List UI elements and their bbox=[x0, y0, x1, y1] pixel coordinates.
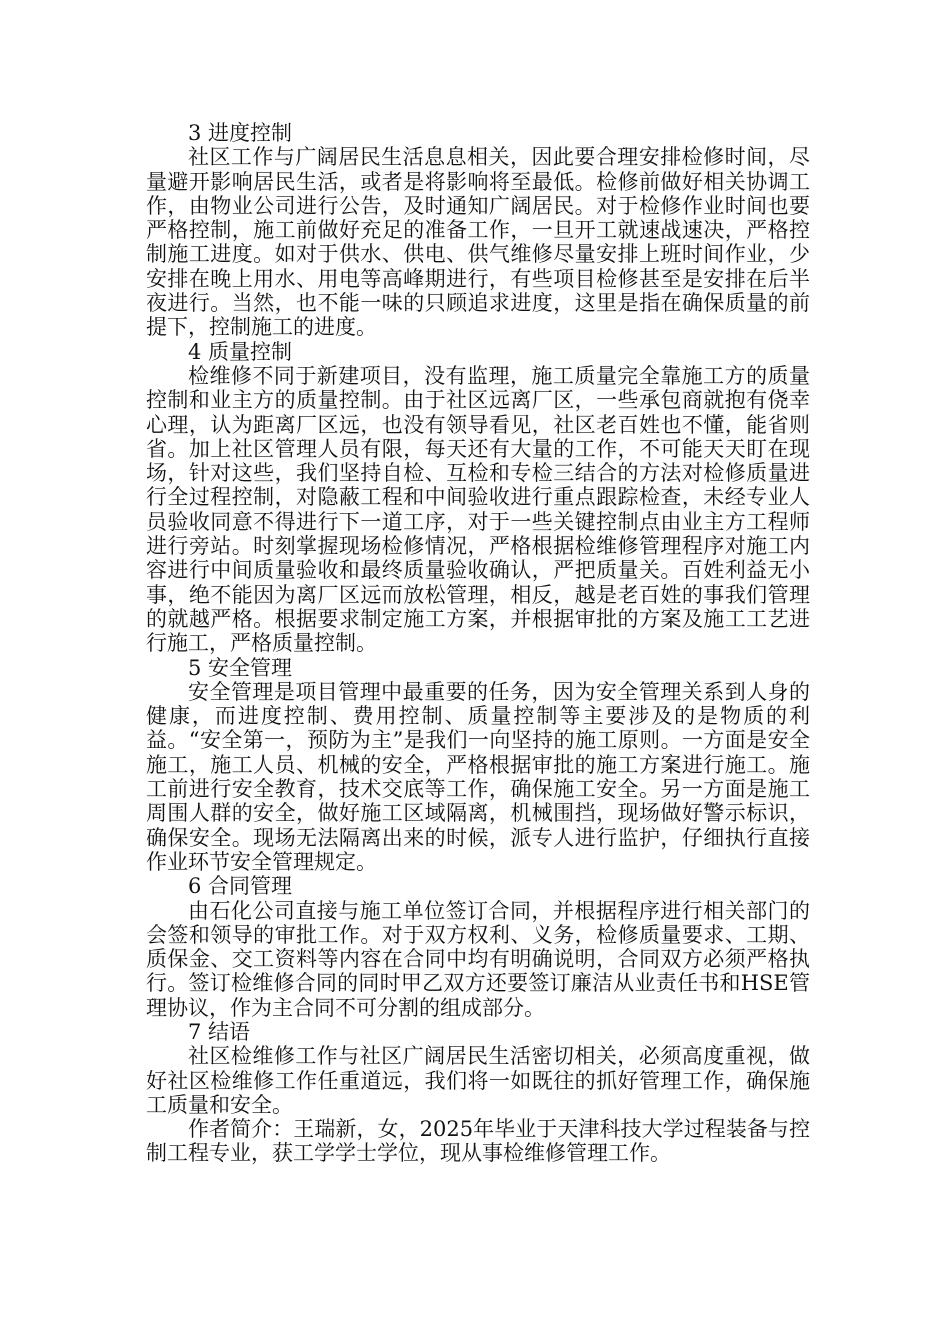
section-heading-quality: 4 质量控制 bbox=[188, 339, 293, 364]
document-page bbox=[146, 121, 810, 1166]
paragraph-author-bio: 作者简介：王瑞新，女，2025年毕业于天津科技大学过程装备与控制工程专业，获工学学士学位，现从事检维修管理工作。 bbox=[146, 1117, 810, 1166]
paragraph-conclusion: 社区检维修工作与社区广阔居民生活密切相关，必须高度重视，做好社区检维修工作任重道远，我们将一如既往的抓好管理工作，确保施工质量和安全。 bbox=[146, 1044, 810, 1117]
paragraph-safety: 安全管理是项目管理中最重要的任务，因为安全管理关系到人身的健康，而进度控制、费用控制、质量控制等主要涉及的是物质的利益。“安全第一，预防为主”是我们一向坚持的施工原则。一方面是安全施工，施工人员、机械的安全，严格根据审批的施工方案进行施工。施工前进行安全教育，技术交底等工作，确保施工安全。另一方面是施工周围人群的安全，做好施工区域隔离，机械围挡，现场做好警示标识，确保安全。现场无法隔离出来的时候，派专人进行监护，仔细执行直接作业环节安全管理规定。 bbox=[146, 679, 810, 874]
section-heading-conclusion: 7 结语 bbox=[188, 1019, 251, 1044]
section-heading-contract: 6 合同管理 bbox=[188, 874, 293, 899]
paragraph-quality: 检维修不同于新建项目，没有监理，施工质量完全靠施工方的质量控制和业主方的质量控制。由于社区远离厂区，一些承包商就抱有侥幸心理，认为距离厂区远，也没有领导看见，社区老百姓也不懂，能省则省。加上社区管理人员有限，每天还有大量的工作，不可能天天盯在现场，针对这些，我们坚持自检、互检和专检三结合的方法对检修质量进行全过程控制，对隐蔽工程和中间验收进行重点跟踪检查，未经专业人员验收同意不得进行下一道工序，对于一些关键控制点由业主方工程师进行旁站。时刻掌握现场检修情况，严格根据检维修管理程序对施工内容进行中间质量验收和最终质量验收确认，严把质量关。百姓利益无小事，绝不能因为离厂区远而放松管理，相反，越是老百姓的事我们管理的就越严格。根据要求制定施工方案，并根据审批的方案及施工工艺进行施工，严格质量控制。 bbox=[146, 363, 810, 656]
section-heading-progress: 3 进度控制 bbox=[188, 121, 293, 145]
paragraph-progress: 社区工作与广阔居民生活息息相关，因此要合理安排检修时间，尽量避开影响居民生活，或者是将影响将至最低。检修前做好相关协调工作，由物业公司进行公告，及时通知广阔居民。对于检修作业时间也要严格控制，施工前做好充足的准备工作，一旦开工就速战速决，严格控制施工进度。如对于供水、供电、供气维修尽量安排上班时间作业，少安排在晚上用水、用电等高峰期进行，有些项目检修甚至是安排在后半夜进行。当然，也不能一味的只顾追求进度，这里是指在确保质量的前提下，控制施工的进度。 bbox=[146, 145, 810, 340]
section-heading-safety: 5 安全管理 bbox=[188, 655, 293, 680]
paragraph-contract: 由石化公司直接与施工单位签订合同，并根据程序进行相关部门的会签和领导的审批工作。对于双方权利、义务，检修质量要求、工期、质保金、交工资料等内容在合同中均有明确说明，合同双方必须严格执行。签订检维修合同的同时甲乙双方还要签订廉洁从业责任书和HSE管理协议，作为主合同不可分割的组成部分。 bbox=[146, 898, 810, 1020]
